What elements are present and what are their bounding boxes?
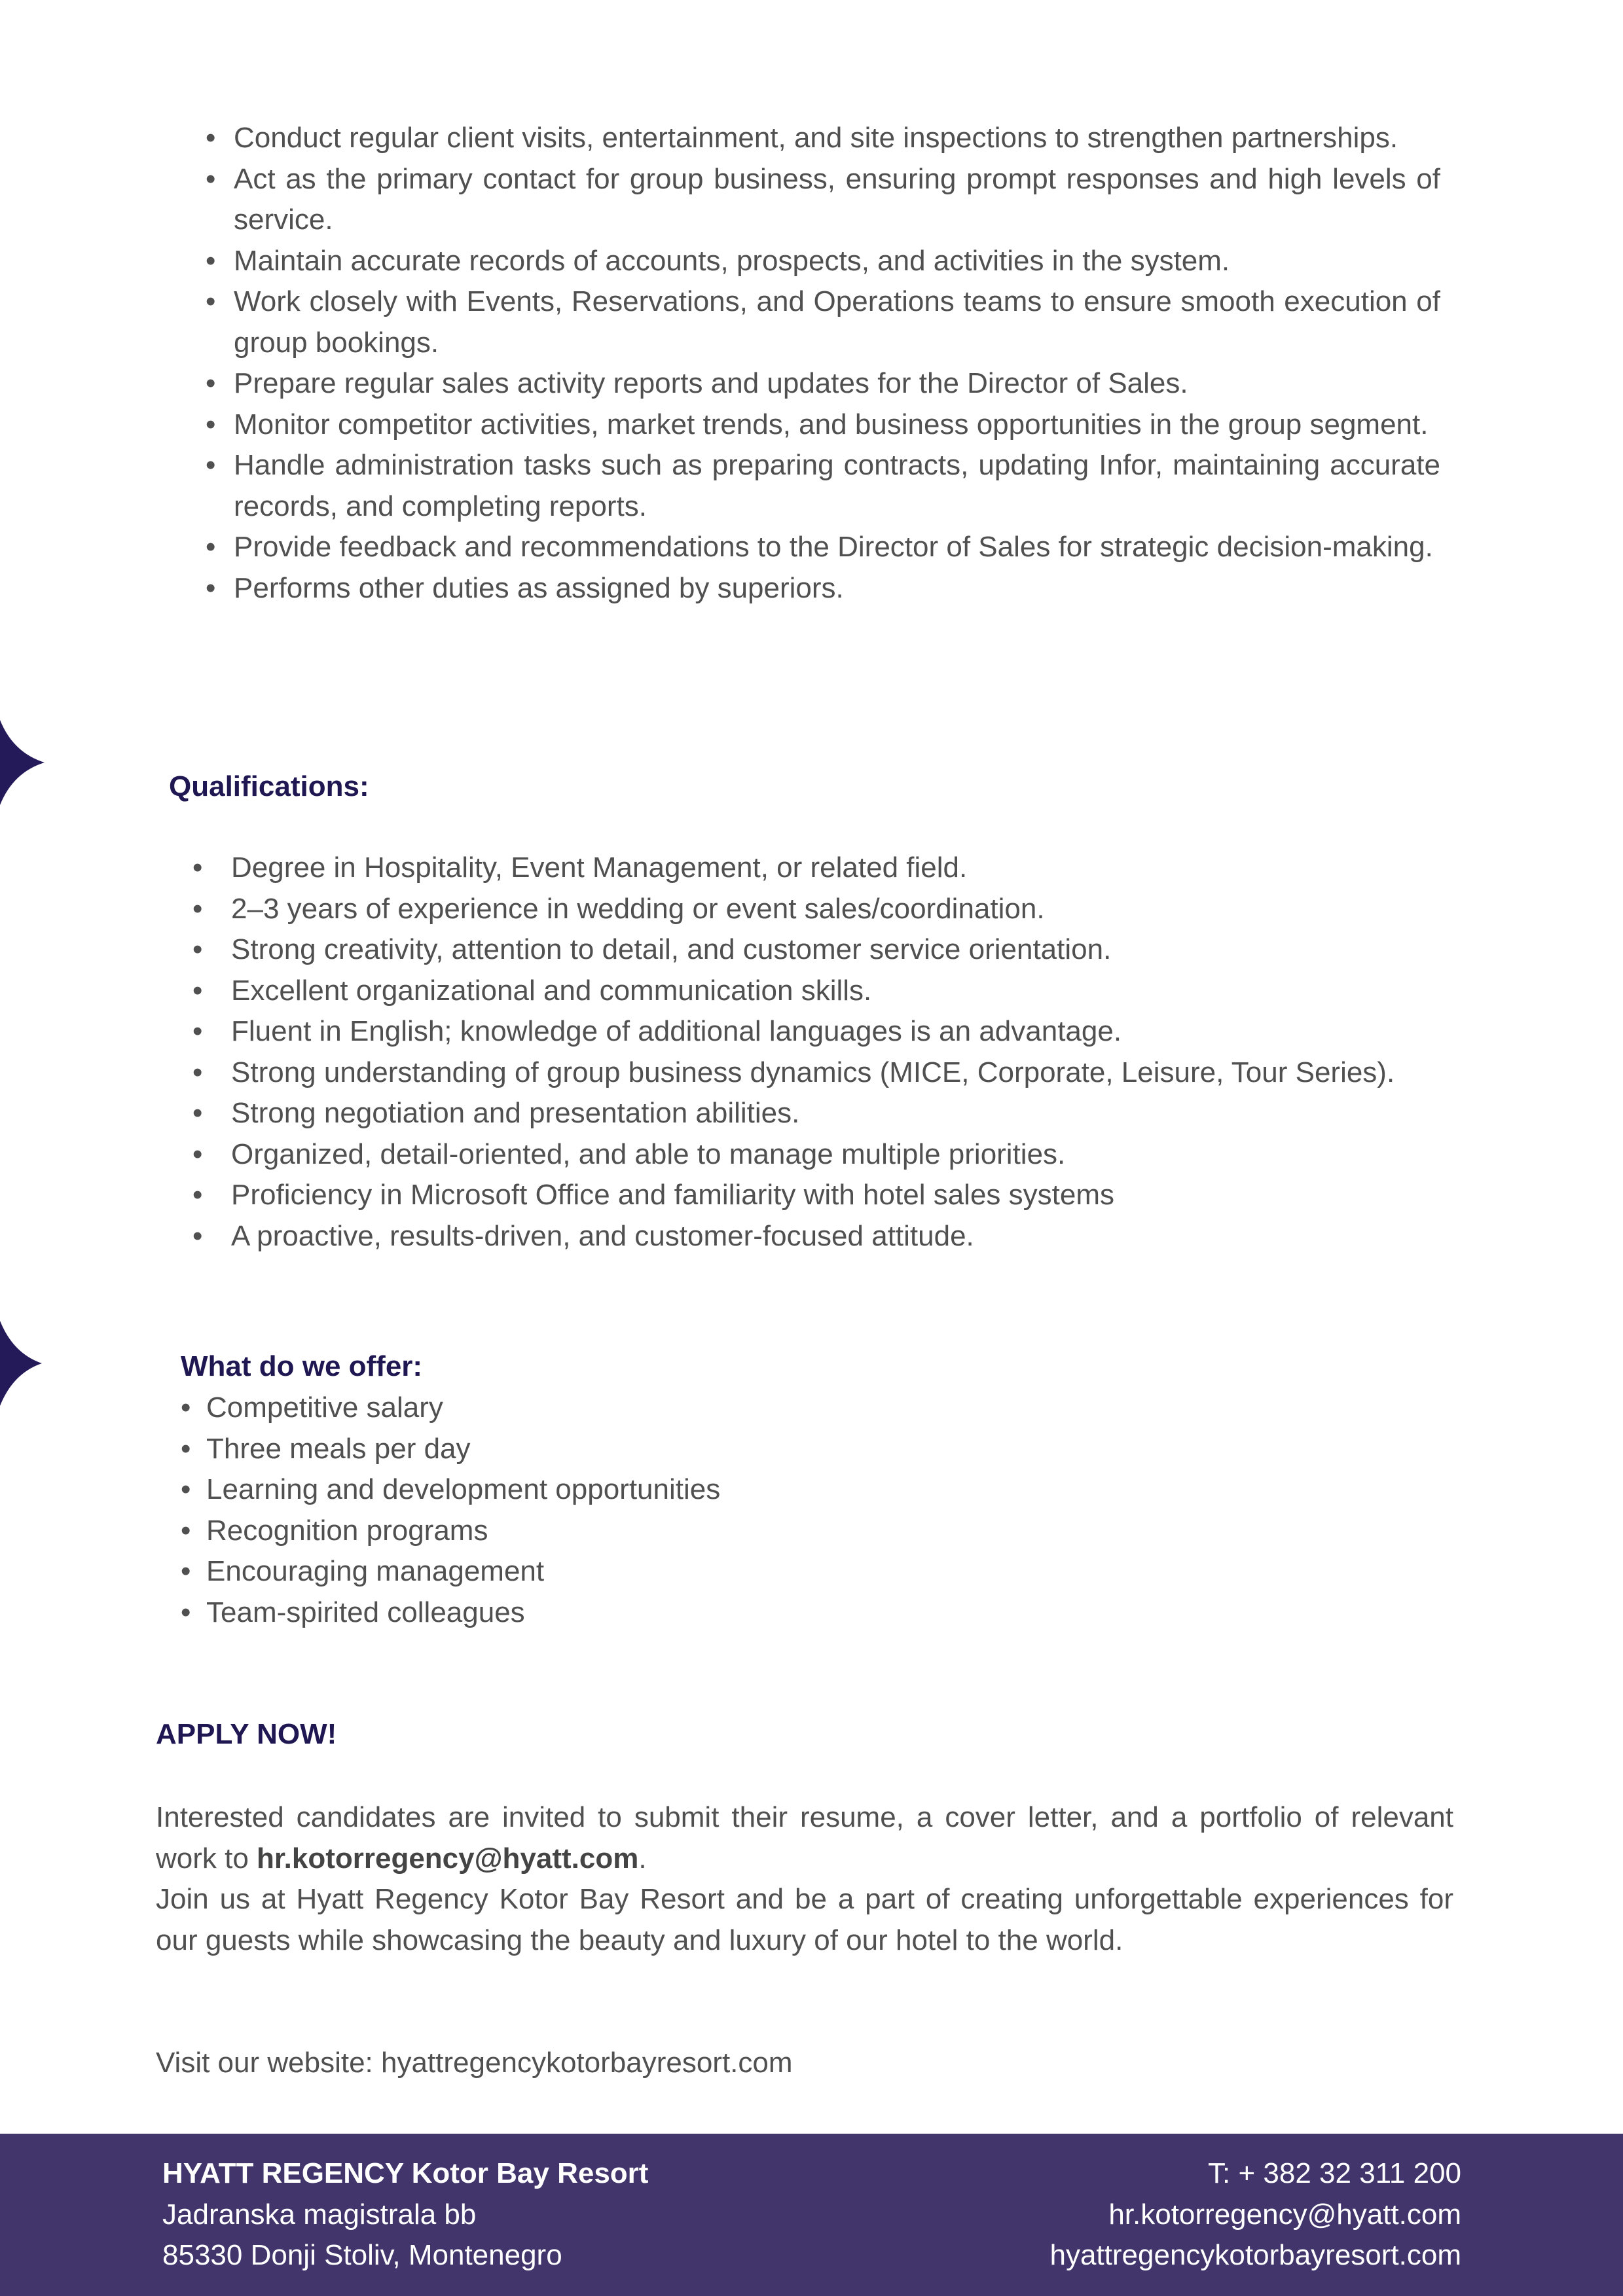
bullet-icon: • [206,122,216,154]
decorative-star-shape-icon [0,720,47,805]
apply-email-link[interactable]: hr.kotorregency@hyatt.com [257,1842,639,1874]
responsibilities-list [196,118,1440,609]
list-item: • Proficiency in Microsoft Office and familiarity with hotel sales systems [183,1175,1468,1216]
list-item: • Fluent in English; knowledge of additional languages is an advantage. [183,1011,1468,1052]
list-item: • Three meals per day [177,1429,962,1470]
bullet-icon: • [181,1473,191,1505]
footer [0,2134,1623,2296]
list-item: • Handle administration tasks such as preparing contracts, updating Infor, maintaining accurate records, and completing reports. [196,445,1440,527]
footer-address [162,2153,648,2276]
list-item: • Work closely with Events, Reservations, and Operations teams to ensure smooth execution of group bookings. [196,281,1440,363]
list-item: • Recognition programs [177,1511,962,1552]
list-item: • Degree in Hospitality, Event Management, or related field. [183,848,1468,889]
list-item: • Organized, detail-oriented, and able to manage multiple priorities. [183,1134,1468,1175]
apply-now-heading: APPLY NOW! [156,1718,337,1750]
bullet-icon: • [181,1514,191,1547]
bullet-icon: • [192,974,203,1007]
website-link[interactable]: hyattregencykotorbayresort.com [381,2047,793,2079]
bullet-icon: • [192,852,203,884]
bullet-icon: • [206,531,216,563]
join-us-paragraph: Join us at Hyatt Regency Kotor Bay Resort and be a part of creating unforgettable experiences for our guests while showcasing the beauty and luxury of our hotel to the world. [156,1883,1453,1956]
bullet-icon: • [181,1555,191,1587]
list-item: • 2–3 years of experience in wedding or event sales/coordination. [183,889,1468,930]
bullet-icon: • [192,1015,203,1047]
benefits-list [177,1388,962,1633]
list-item: • Maintain accurate records of accounts, prospects, and activities in the system. [196,241,1440,282]
hotel-name: HYATT REGENCY Kotor Bay Resort [162,2157,649,2189]
bullet-icon: • [192,1219,203,1252]
list-item: • Learning and development opportunities [177,1469,962,1511]
decorative-star-shape-icon [0,1321,47,1406]
list-item: • Competitive salary [177,1388,962,1429]
bullet-icon: • [181,1432,191,1465]
bullet-icon: • [206,162,216,195]
website-line: Visit our website: hyattregencykotorbayresort.com [156,2047,793,2079]
qualifications-heading: Qualifications: [169,770,369,802]
footer-contact [1049,2153,1461,2276]
list-item: • Prepare regular sales activity reports and updates for the Director of Sales. [196,363,1440,404]
bullet-icon: • [206,408,216,440]
apply-instructions: Interested candidates are invited to submit their resume, a cover letter, and a portfolio of relevant work to hr.kotorregency@hyatt.com. [156,1801,1453,1874]
bullet-icon: • [192,1056,203,1088]
list-item: • Strong understanding of group business dynamics (MICE, Corporate, Leisure, Tour Series). [183,1052,1468,1094]
list-item: • Act as the primary contact for group business, ensuring prompt responses and high levels of service. [196,159,1440,241]
list-item: • Team-spirited colleagues [177,1592,962,1634]
qualifications-list [183,848,1468,1257]
bullet-icon: • [192,1097,203,1129]
footer-email-link[interactable]: hr.kotorregency@hyatt.com [1108,2198,1461,2231]
offer-heading: What do we offer: [181,1350,423,1382]
list-item: • Monitor competitor activities, market trends, and business opportunities in the group segment. [196,404,1440,446]
bullet-icon: • [181,1391,191,1424]
bullet-icon: • [206,285,216,317]
list-item: • Strong negotiation and presentation abilities. [183,1093,1468,1134]
list-item: • Strong creativity, attention to detail, and customer service orientation. [183,929,1468,971]
address-line-1: Jadranska magistrala bb [162,2198,477,2231]
bullet-icon: • [192,1179,203,1211]
list-item: • Provide feedback and recommendations to the Director of Sales for strategic decision-making. [196,527,1440,568]
bullet-icon: • [192,933,203,965]
bullet-icon: • [181,1596,191,1628]
bullet-icon: • [192,892,203,925]
address-line-2: 85330 Donji Stoliv, Montenegro [162,2239,562,2271]
list-item: • Excellent organizational and communication skills. [183,971,1468,1012]
bullet-icon: • [206,244,216,277]
list-item: • Conduct regular client visits, entertainment, and site inspections to strengthen partnerships. [196,118,1440,159]
bullet-icon: • [206,449,216,481]
bullet-icon: • [206,571,216,604]
footer-website-link[interactable]: hyattregencykotorbayresort.com [1049,2239,1461,2271]
list-item: • Performs other duties as assigned by superiors. [196,568,1440,609]
footer-phone: T: + 382 32 311 200 [1208,2157,1461,2189]
bullet-icon: • [192,1138,203,1170]
bullet-icon: • [206,367,216,399]
list-item: • A proactive, results-driven, and customer-focused attitude. [183,1216,1468,1257]
list-item: • Encouraging management [177,1551,962,1592]
